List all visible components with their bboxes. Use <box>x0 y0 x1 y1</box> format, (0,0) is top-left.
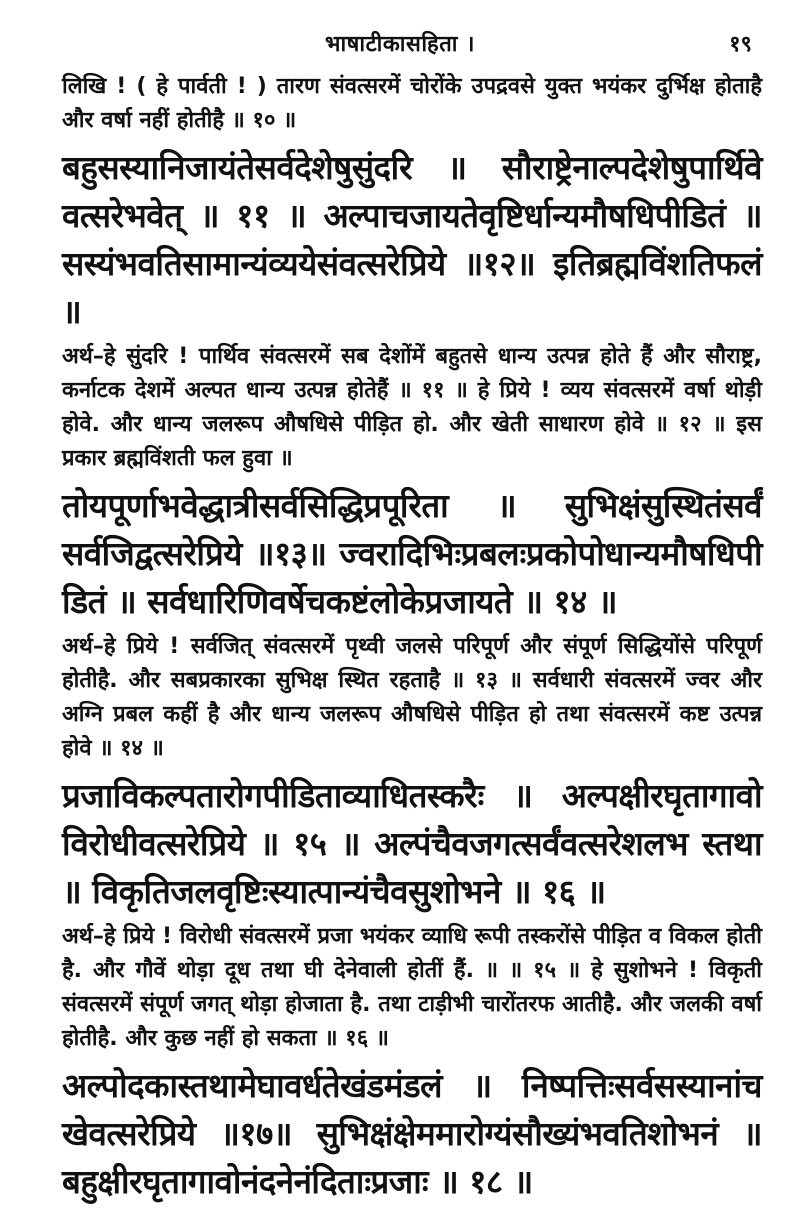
commentary-paragraph: लिखि ! ( हे पार्वती ! ) तारण संवत्सरमें चोरोंके उपद्रवसे युक्त भयंकर दुर्भिक्ष होताहै और वर्षा नहीं होतीहै ॥ १० ॥ <box>62 74 762 133</box>
sanskrit-verse: प्रजाविकल्पतारोगपीडिताव्याधितस्करैः ॥ अल्पक्षीरघृतागावो विरोधीवत्सरेप्रिये ॥ १५ ॥ अल्पंचैवजगत्सर्वंवत्सरेशलभ स्तथा ॥ विकृतिजलवृष्टिःस्यात्पान्यंचैवसुशोभने ॥ १६ ॥ <box>62 776 762 911</box>
page-body <box>62 70 762 1206</box>
running-title: भाषाटीकासहिता । <box>325 32 475 57</box>
commentary-paragraph: अर्थ–हे प्रिये ! विरोधी संवत्सरमें प्रजा भयंकर व्याधि रूपी तस्करोंसे पीड़ित व विकल होती है. और गौवें थोड़ा दूध तथा घी देनेवाली होतीं हैं. ॥ ॥ १५ ॥ हे सुशोभने ! विकृती संवत्सरमें संपूर्ण जगत् थोड़ा होजाता है. तथा टाड़ीभी चारोंतरफ आतीहै. और जलकी वर्षा होतीहै. और कुछ नहीं हो सकता ॥ १६ ॥ <box>62 924 762 1051</box>
sanskrit-verse: अल्पोदकास्तथामेघावर्धतेखंडमंडलं ॥ निष्पत्तिःसर्वसस्यानांच खेवत्सरेप्रिये ॥१७॥ सुभिक्षंक्षेममारोग्यंसौख्यंभवतिशोभनं ॥ बहुक्षीरघृतागावोनंदनेनंदिताःप्रजाः ॥ १८ ॥ <box>62 1066 762 1201</box>
sanskrit-verse: तोयपूर्णाभवेद्धात्रीसर्वसिद्धिप्रपूरिता ॥ सुभिक्षंसुस्थितंसर्वं सर्वजिद्वत्सरेप्रिये ॥१३॥ ज्वरादिभिःप्रबलःप्रकोपोधान्यमौषधिपी डितं ॥ सर्वधारिणिवर्षेचकष्टंलोकेप्रजायते ॥ १४ ॥ <box>62 486 762 621</box>
running-header <box>0 28 800 64</box>
sanskrit-verse: बहुसस्यानिजायंतेसर्वदेशेषुसुंदरि ॥ सौराष्ट्रेनाल्पदेशेषुपार्थिवे वत्सरेभवेत् ॥ ११ ॥ अल्पाचजायतेवृष्टिर्धान्यमौषधिपीडितं ॥ सस्यंभवतिसामान्यंव्ययेसंवत्सरेप्रिये ॥१२॥ इतिब्रह्मविंशतिफलं ॥ <box>62 148 762 331</box>
commentary-paragraph: अर्थ–हे सुंदरि ! पार्थिव संवत्सरमें सब देशोंमें बहुतसे धान्य उत्पन्न होते हैं और सौराष्ट्र, कर्नाटक देशमें अल्पत धान्य उत्पन्न होतेहैं ॥ ११ ॥ हे प्रिये ! व्यय संवत्सरमें वर्षा थोड़ी होवे. और धान्य जलरूप औषधिसे पीड़ित हो. और खेती साधारण होवे ॥ १२ ॥ इस प्रकार ब्रह्मविंशती फल हुवा ॥ <box>62 344 762 471</box>
page-number: १९ <box>729 32 752 57</box>
commentary-paragraph: अर्थ–हे प्रिये ! सर्वजित् संवत्सरमें पृथ्वी जलसे परिपूर्ण और संपूर्ण सिद्धियोंसे परिपूर्ण होतीहै. और सबप्रकारका सुभिक्ष स्थित रहताहै ॥ १३ ॥ सर्वधारी संवत्सरमें ज्वर और अग्नि प्रबल कहीं है और धान्य जलरूप औषधिसे पीड़ित हो तथा संवत्सरमें कष्ट उत्पन्न होवे ॥ १४ ॥ <box>62 634 762 761</box>
